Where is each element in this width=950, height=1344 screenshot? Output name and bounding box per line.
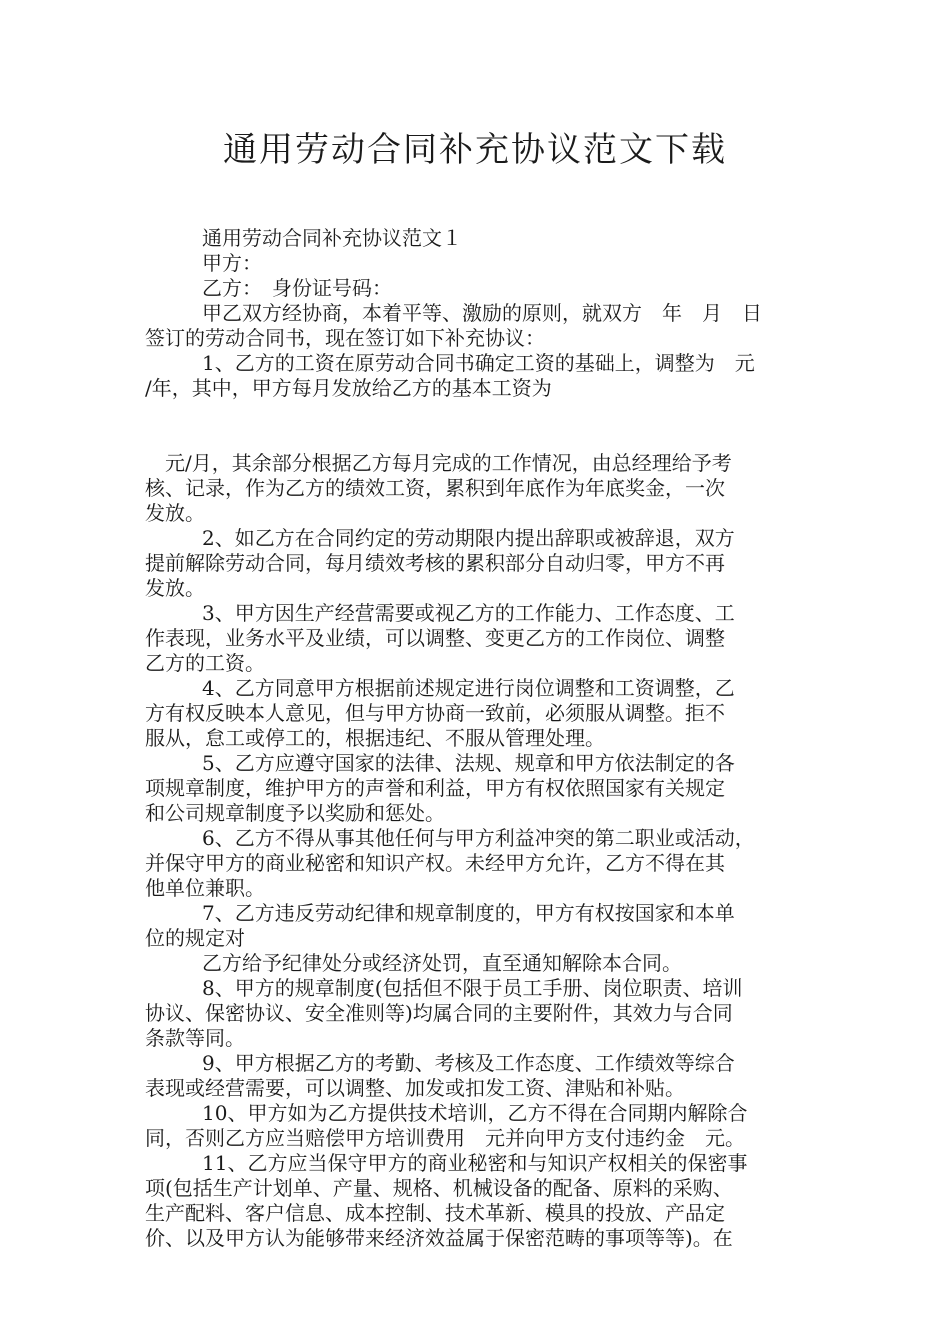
paragraph-line: 表现或经营需要，可以调整、加发或扣发工资、津贴和补贴。 [145,1076,685,1100]
paragraph-line: 并保守甲方的商业秘密和知识产权。未经甲方允许，乙方不得在其 [145,851,725,875]
paragraph-line: 同，否则乙方应当赔偿甲方培训费用 元并向甲方支付违约金 元。 [145,1126,745,1150]
paragraph-line: 提前解除劳动合同，每月绩效考核的累积部分自动归零，甲方不再 [145,551,725,575]
paragraph-line: 作表现，业务水平及业绩，可以调整、变更乙方的工作岗位、调整 [145,626,725,650]
paragraph-line: 签订的劳动合同书，现在签订如下补充协议： [145,326,545,350]
paragraph-line: 9、甲方根据乙方的考勤、考核及工作态度、工作绩效等综合 [202,1051,735,1075]
paragraph-line: 11、乙方应当保守甲方的商业秘密和与知识产权相关的保密事 [202,1151,748,1175]
paragraph-line: 方有权反映本人意见，但与甲方协商一致前，必须服从调整。拒不 [145,701,725,725]
paragraph-line: 位的规定对 [145,926,245,950]
paragraph-line: 乙方给予纪律处分或经济处罚，直至通知解除本合同。 [202,951,682,975]
paragraph-line: 发放。 [145,501,205,525]
blank-line [145,401,810,451]
paragraph-line: 服从，怠工或停工的，根据违纪、不服从管理处理。 [145,726,605,750]
paragraph-line: 通用劳动合同补充协议范文１ [202,226,462,250]
paragraph-line: 和公司规章制度予以奖励和惩处。 [145,801,445,825]
paragraph-line: 核、记录，作为乙方的绩效工资，累积到年底作为年底奖金，一次 [145,476,725,500]
paragraph-line: 元/月，其余部分根据乙方每月完成的工作情况，由总经理给予考 [145,451,732,475]
paragraph-line: 项规章制度，维护甲方的声誉和利益，甲方有权依照国家有关规定 [145,776,725,800]
paragraph-line: 协议、保密协议、安全准则等)均属合同的主要附件，其效力与合同 [145,1001,733,1025]
paragraph-line: 4、乙方同意甲方根据前述规定进行岗位调整和工资调整，乙 [202,676,735,700]
paragraph-line: /年，其中，甲方每月发放给乙方的基本工资为 [145,376,552,400]
paragraph-line: 1、乙方的工资在原劳动合同书确定工资的基础上，调整为 元 [202,351,755,375]
document-body [145,226,810,1251]
paragraph-line: 7、乙方违反劳动纪律和规章制度的，甲方有权按国家和本单 [202,901,735,925]
paragraph-line: 2、如乙方在合同约定的劳动期限内提出辞职或被辞退，双方 [202,526,735,550]
paragraph-line: 项(包括生产计划单、产量、规格、机械设备的配备、原料的采购、 [145,1176,733,1200]
paragraph-line: 6、乙方不得从事其他任何与甲方利益冲突的第二职业或活动， [202,826,755,850]
paragraph-line: 乙方： 身份证号码： [202,276,392,300]
paragraph-line: 价、以及甲方认为能够带来经济效益属于保密范畴的事项等等)。在 [145,1226,733,1250]
paragraph-line: 3、甲方因生产经营需要或视乙方的工作能力、工作态度、工 [202,601,735,625]
paragraph-line: 甲乙双方经协商，本着平等、激励的原则，就双方 年 月 日 [202,301,762,325]
paragraph-line: 生产配料、客户信息、成本控制、技术革新、模具的投放、产品定 [145,1201,725,1225]
paragraph-line: 甲方： [202,251,262,275]
paragraph-line: 10、甲方如为乙方提供技术培训，乙方不得在合同期内解除合 [202,1101,748,1125]
document-title: 通用劳动合同补充协议范文下载 [223,130,727,170]
paragraph-line: 条款等同。 [145,1026,245,1050]
paragraph-line: 他单位兼职。 [145,876,265,900]
paragraph-line: 8、甲方的规章制度(包括但不限于员工手册、岗位职责、培训 [202,976,743,1000]
paragraph-line: 乙方的工资。 [145,651,265,675]
paragraph-line: 发放。 [145,576,205,600]
paragraph-line: 5、乙方应遵守国家的法律、法规、规章和甲方依法制定的各 [202,751,735,775]
